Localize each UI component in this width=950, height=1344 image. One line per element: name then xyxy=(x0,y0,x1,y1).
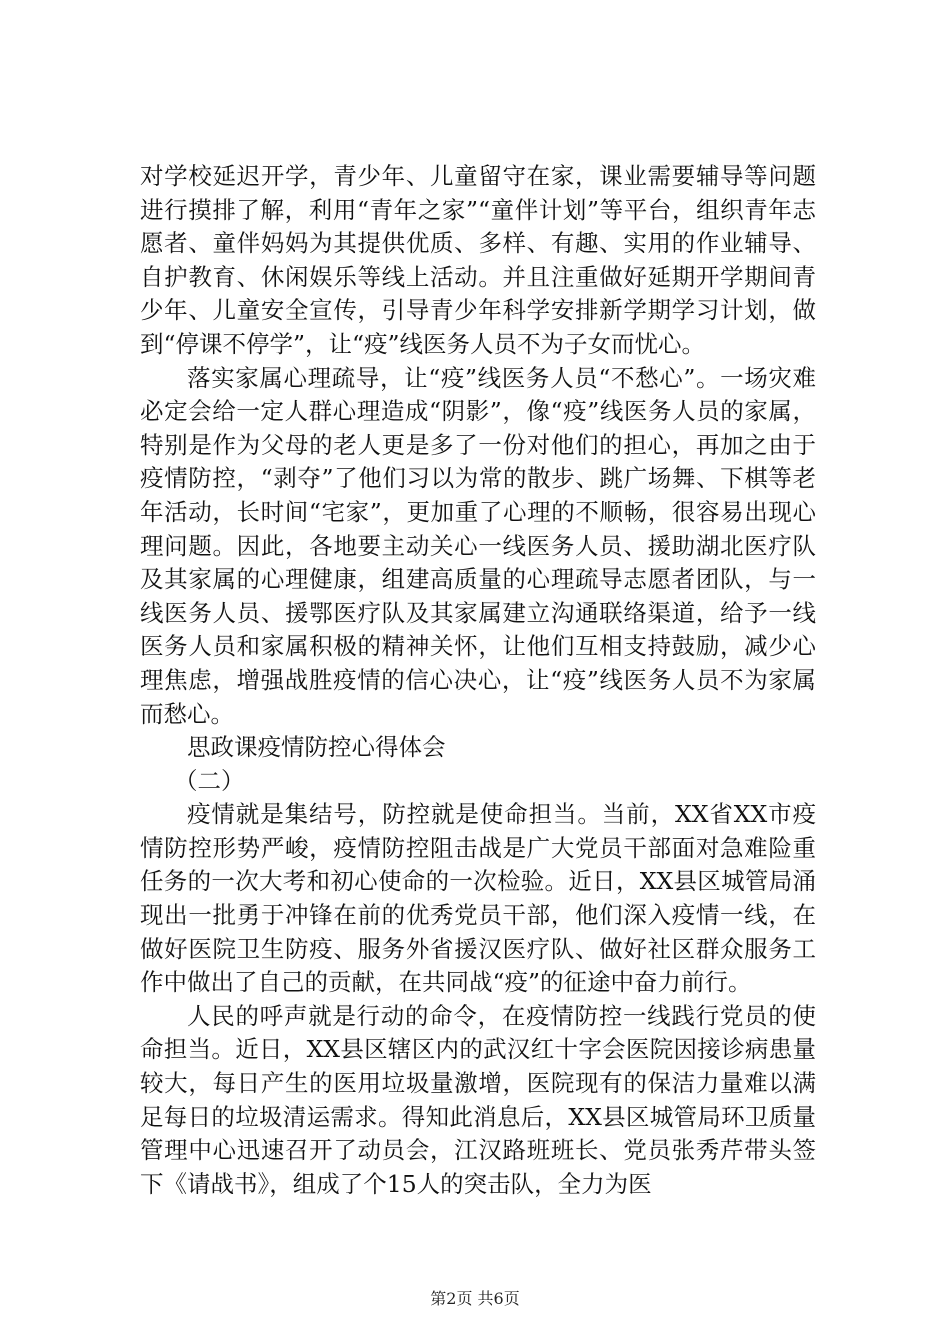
section-heading: 思政课疫情防控心得体会 xyxy=(187,733,446,762)
paragraph-epidemic-mission: 疫情就是集结号，防控就是使命担当。当前，XX省XX市疫情防控形势严峻，疫情防控阻击战是广大党员干部面对急难险重任务的一次大考和初心使命的一次检验。近日，XX县区城管局涌现出一批勇于冲锋在前的优秀党员干部，他们深入疫情一线，在做好医院卫生防疫、服务外省援汉医疗队、做好社区群众服务工作中做出了自己的贡献，在共同战“疫”的征途中奋力前行。 xyxy=(140,800,816,997)
section-subheading: （二） xyxy=(174,766,245,795)
paragraph-continuation: 对学校延迟开学，青少年、儿童留守在家，课业需要辅导等问题进行摸排了解，利用“青年之家”“童伴计划”等平台，组织青年志愿者、童伴妈妈为其提供优质、多样、有趣、实用的作业辅导、自护教育、休闲娱乐等线上活动。并且注重做好延期开学期间青少年、儿童安全宣传，引导青少年科学安排新学期学习计划，做到“停课不停学”，让“疫”线医务人员不为子女而忧心。 xyxy=(140,162,816,358)
page-number-footer: 第2页 共6页 xyxy=(430,1289,520,1308)
paragraph-people-voice: 人民的呼声就是行动的命令，在疫情防控一线践行党员的使命担当。近日，XX县区辖区内的武汉红十字会医院因接诊病患量较大，每日产生的医用垃圾量激增，医院现有的保洁力量难以满足每日的垃圾清运需求。得知此消息后，XX县区城管局环卫质量管理中心迅速召开了动员会，江汉路班班长、党员张秀芹带头签下《请战书》，组成了个15人的突击队，全力为医 xyxy=(140,1001,816,1198)
document-body xyxy=(140,160,816,1201)
paragraph-family-counseling: 落实家属心理疏导，让“疫”线医务人员“不愁心”。一场灾难必定会给一定人群心理造成“阴影”，像“疫”线医务人员的家属，特别是作为父母的老人更是多了一份对他们的担心，再加之由于疫情防控，“剥夺”了他们习以为常的散步、跳广场舞、下棋等老年活动，长时间“宅家”，更加重了心理的不顺畅，很容易出现心理问题。因此，各地要主动关心一线医务人员、援助湖北医疗队及其家属的心理健康，组建高质量的心理疏导志愿者团队，与一线医务人员、援鄂医疗队及其家属建立沟通联络渠道，给予一线医务人员和家属积极的精神关怀，让他们互相支持鼓励，减少心理焦虑，增强战胜疫情的信心决心，让“疫”线医务人员不为家属而愁心。 xyxy=(140,363,816,728)
